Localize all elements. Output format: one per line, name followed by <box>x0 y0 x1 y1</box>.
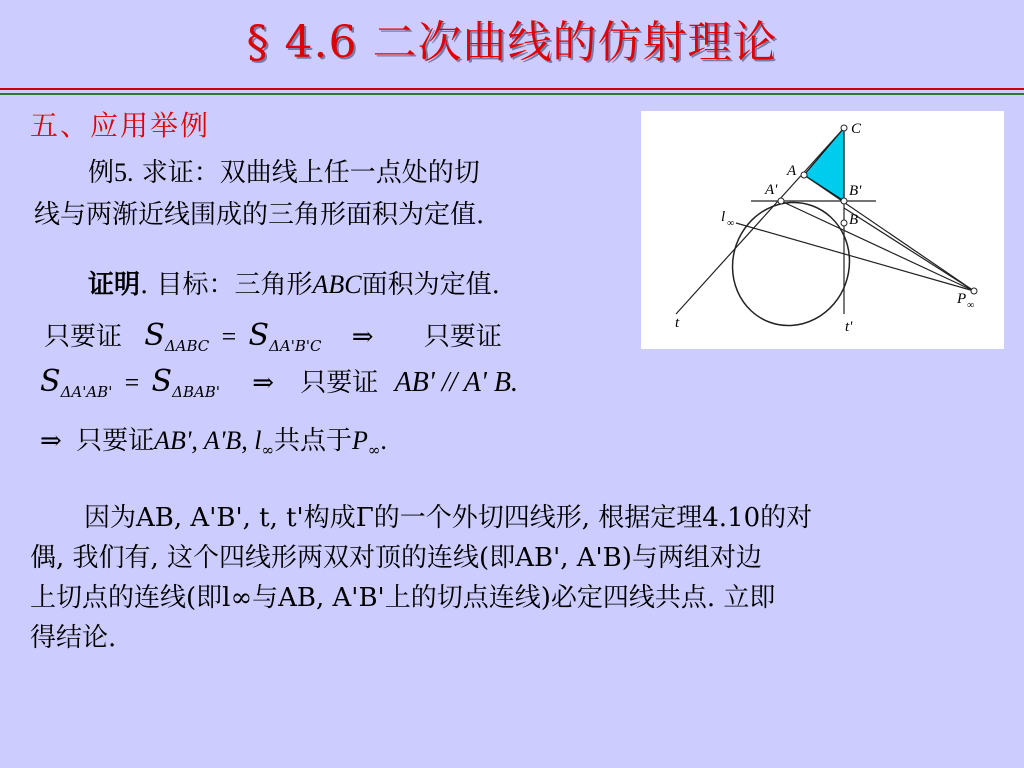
proof-line <box>88 264 500 301</box>
line-ab1 <box>804 175 974 291</box>
point-p-infinity <box>971 288 977 294</box>
title-divider-red <box>0 88 1024 90</box>
page-title: § 4.6 二次曲线的仿射理论 <box>246 17 778 68</box>
example-line-2: 线与两渐近线围成的三角形面积为定值. <box>34 200 485 230</box>
step-3 <box>40 420 387 459</box>
conclusion-line-1: 因为AB, A'B', t, t'构成Γ的一个外切四线形, 根据定理4.10的对 <box>84 503 813 533</box>
example-number: 5. <box>114 158 134 187</box>
label-l: l <box>721 209 726 225</box>
point-a-prime <box>778 198 784 204</box>
area-sub-abc: ΔABC <box>164 337 210 355</box>
section-heading: 五、应用举例 <box>30 109 211 142</box>
label-p-sub: ∞ <box>967 300 975 311</box>
point-b-prime <box>841 198 847 204</box>
equals-sign: = <box>124 368 140 397</box>
conclusion-line-2: 偶, 我们有, 这个四线形两双对顶的连线(即AB', A'B)与两组对边 <box>30 543 762 573</box>
area-symbol: S <box>248 318 270 353</box>
step-3-concur: 共点于 <box>273 426 352 456</box>
label-t-prime: t' <box>845 319 853 335</box>
triangle-abc <box>804 128 844 201</box>
area-symbol: S <box>151 364 173 399</box>
step-1-label-2: 只要证 <box>423 322 502 352</box>
label-t: t <box>675 315 680 331</box>
period: . <box>380 426 387 455</box>
point-a <box>801 172 807 178</box>
label-a: A <box>787 163 797 179</box>
step-3-label: 只要证 <box>76 426 155 456</box>
line-ab <box>844 208 974 291</box>
equals-sign: = <box>221 322 237 351</box>
implies-arrow: ⇒ <box>40 426 62 455</box>
area-sub-a1b1c: ΔA'B'C <box>269 337 322 355</box>
area-sub-bab1: ΔBAB' <box>172 383 220 401</box>
figure-svg <box>641 111 1004 349</box>
example-line-1 <box>88 152 480 189</box>
label-b-prime: B' <box>849 183 862 199</box>
implies-arrow: ⇒ <box>252 368 275 397</box>
step-1-label: 只要证 <box>44 322 123 352</box>
example-text: 求证：双曲线上任一点处的切 <box>141 158 480 188</box>
step-1 <box>44 316 502 355</box>
proof-text-a: . 目标：三角形 <box>140 270 313 300</box>
infinity-sub: ∞ <box>367 441 381 459</box>
step-3-lines: AB', A'B, l <box>154 426 262 455</box>
proof-text-b: 面积为定值. <box>361 270 500 300</box>
parallel-condition: AB' // A' B. <box>394 367 519 398</box>
proof-abc: ABC <box>312 270 362 299</box>
conclusion-line-3: 上切点的连线(即l∞与AB, A'B'上的切点连线)必定四线共点. 立即 <box>30 583 776 613</box>
line-l-infinity <box>736 223 974 291</box>
hyperbola-figure <box>641 111 1004 349</box>
infinity-sub: ∞ <box>261 441 274 459</box>
area-symbol: S <box>144 318 165 353</box>
label-b: B <box>849 212 859 228</box>
point-p: P <box>352 426 368 455</box>
proof-label: 证明 <box>88 270 141 300</box>
point-b <box>841 220 847 226</box>
tangent-t <box>676 128 844 314</box>
step-2-label: 只要证 <box>300 368 379 398</box>
title-divider-green <box>0 93 1024 95</box>
example-label: 例 <box>88 158 115 188</box>
point-c <box>841 125 847 131</box>
label-a-prime: A' <box>765 182 778 198</box>
step-2 <box>40 362 518 401</box>
label-l-sub: ∞ <box>727 218 735 229</box>
conclusion-line-4: 得结论. <box>30 623 117 653</box>
label-p: P <box>957 291 967 307</box>
implies-arrow: ⇒ <box>351 322 374 351</box>
conclusion-paragraph <box>30 498 970 658</box>
area-sub-a1ab1: ΔA'AB' <box>60 383 113 401</box>
label-c: C <box>851 121 862 137</box>
line-a1b <box>781 201 974 291</box>
area-symbol: S <box>40 364 61 399</box>
